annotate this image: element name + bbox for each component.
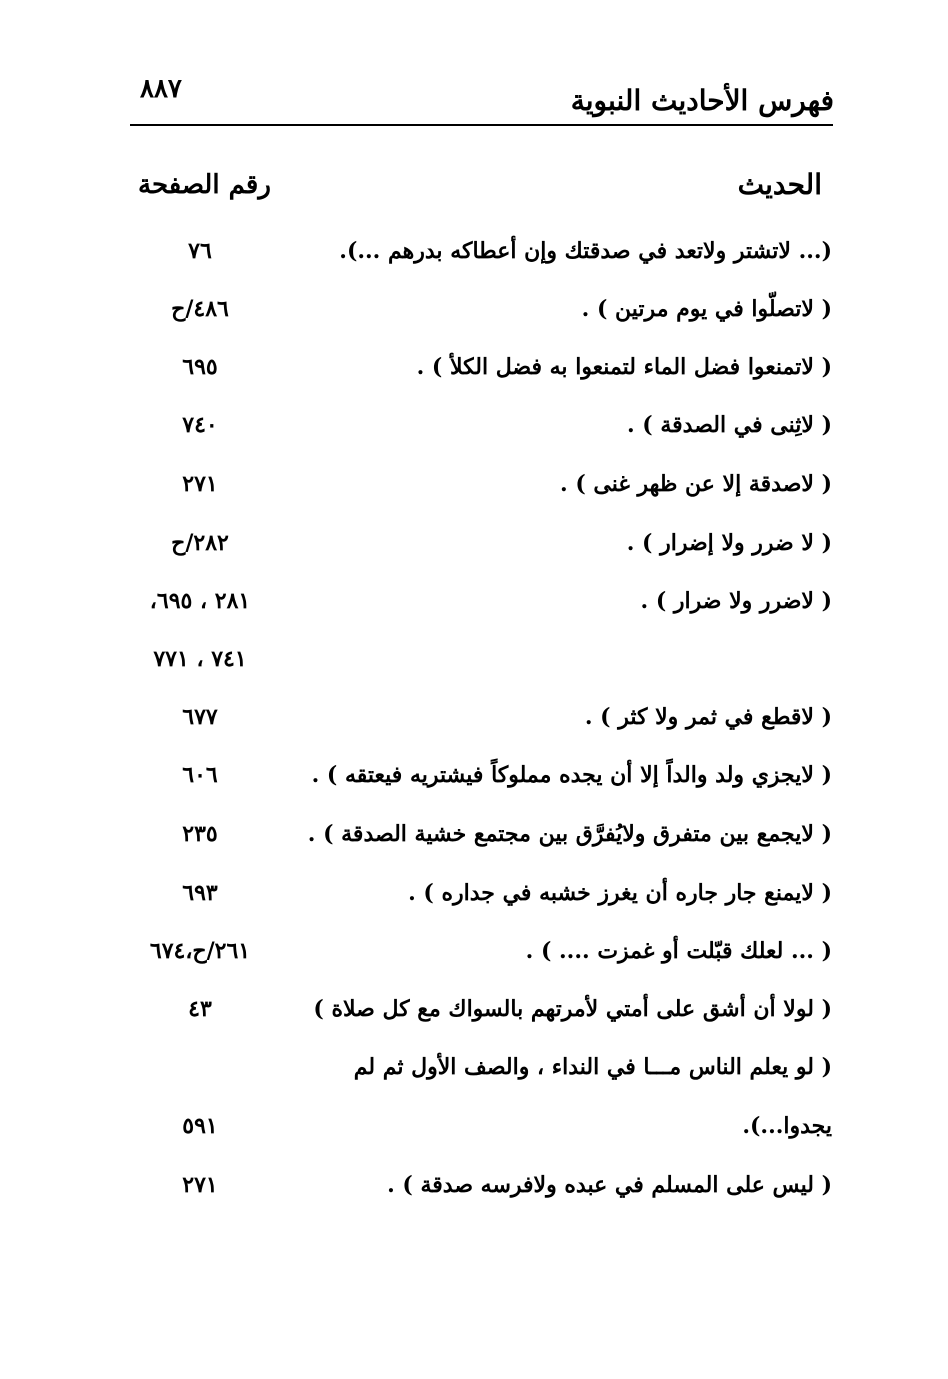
hadith-text: (... لاتشتر ولاتعد في صدقتك وإن أعطاكه بدرهم ...). bbox=[339, 238, 832, 264]
hadith-text: ( لاثِنى في الصدقة ) . bbox=[626, 412, 832, 438]
page-reference: ٢٦١/ح،٦٧٤ bbox=[149, 938, 251, 964]
page-reference: ٦٩٣ bbox=[182, 880, 218, 906]
page-reference: ٧٤١ ، ٧٧١ bbox=[153, 646, 247, 672]
hadith-text: ( لولا أن أشق على أمتي لأمرتهم بالسواك مع كل صلاة ) bbox=[313, 996, 832, 1022]
hadith-text: يجدوا...). bbox=[742, 1113, 832, 1139]
page-reference: ٦٠٦ bbox=[182, 762, 218, 788]
hadith-text: ( ليس على المسلم في عبده ولافرسه صدقة ) . bbox=[387, 1172, 832, 1198]
column-heading-page: رقم الصفحة bbox=[138, 170, 271, 200]
page-reference: ٦٧٧ bbox=[182, 704, 218, 730]
hadith-text: ( لايمنع جار جاره أن يغرز خشبه في جداره ) . bbox=[408, 880, 832, 906]
hadith-text: ( لا ضرر ولا إضرار ) . bbox=[626, 530, 832, 556]
page-reference: ٢٨٢/ح bbox=[171, 530, 229, 556]
page-number: ٨٨٧ bbox=[140, 74, 182, 104]
column-heading-hadith: الحديث bbox=[737, 168, 822, 201]
running-title: فهرس الأحاديث النبوية bbox=[570, 84, 834, 117]
hadith-text: ( لاقطع في ثمر ولا كثر ) . bbox=[584, 704, 832, 730]
hadith-text: ( لايجزي ولد والداً إلا أن يجده مملوكاً فيشتريه فيعتقه ) . bbox=[311, 762, 832, 788]
hadith-text: ( لاتمنعوا فضل الماء لتمنعوا به فضل الكلأ ) . bbox=[416, 354, 832, 380]
page-reference: ٦٩٥ bbox=[182, 354, 218, 380]
page-reference: ٧٤٠ bbox=[182, 412, 218, 438]
header-rule bbox=[130, 124, 833, 126]
hadith-text: ( لو يعلم الناس مـــا في النداء ، والصف الأول ثم لم bbox=[353, 1054, 832, 1080]
page-reference: ٢٧١ bbox=[182, 1172, 218, 1198]
page-reference: ٧٦ bbox=[188, 238, 212, 264]
hadith-text: ( لاصدقة إلا عن ظهر غنى ) . bbox=[560, 471, 832, 497]
page-reference: ٢٨١ ، ٦٩٥، bbox=[149, 588, 251, 614]
hadith-text: ( لايجمع بين متفرق ولايُفرَّق بين مجتمع خشية الصدقة ) . bbox=[307, 821, 832, 847]
hadith-text: ( ... لعلك قبّلت أو غمزت .... ) . bbox=[525, 938, 832, 964]
page-reference: ٢٣٥ bbox=[182, 821, 218, 847]
hadith-text: ( لاتصلّوا في يوم مرتين ) . bbox=[581, 296, 832, 322]
page-reference: ٤٨٦/ح bbox=[171, 296, 229, 322]
hadith-text: ( لاضرر ولا ضرار ) . bbox=[640, 588, 832, 614]
page-reference: ٢٧١ bbox=[182, 471, 218, 497]
page-reference: ٤٣ bbox=[188, 996, 212, 1022]
page-reference: ٥٩١ bbox=[182, 1113, 218, 1139]
